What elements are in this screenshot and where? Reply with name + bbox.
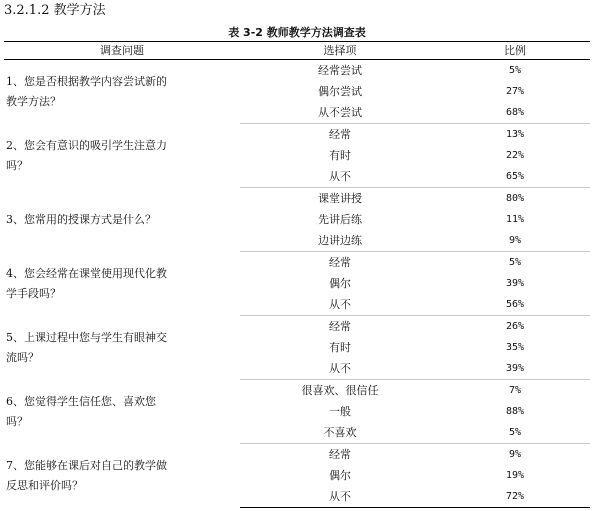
option-cell: 从不 [240,166,440,188]
option-cell: 经常 [329,128,351,141]
option-cell: 一般 [329,405,351,418]
table-row [4,444,590,466]
option-cell: 经常尝试 [318,64,362,77]
option-cell: 偶尔尝试 [318,85,362,98]
table-row [4,316,590,338]
table-row [4,380,590,402]
ratio-cell: 27% [505,86,525,97]
option-cell: 从不尝试 [240,102,440,124]
option-cell: 偶尔 [329,469,351,482]
table-row [4,60,590,82]
ratio-cell: 5% [440,422,590,444]
section-heading: 3.2.1.2 教学方法 [4,3,106,18]
ratio-cell: 35% [505,342,525,353]
question-cell: 4、您会经常在课堂使用现代化教学手段吗？ [6,266,167,300]
table-row [4,188,590,210]
table-row [4,252,590,274]
ratio-cell: 5% [508,65,522,76]
table-row [4,124,590,146]
ratio-cell: 88% [505,406,525,417]
table-caption: 表 3-2 教师教学方法调查表 [228,26,366,39]
option-cell: 很喜欢、很信任 [301,384,379,397]
ratio-cell: 9% [440,230,590,252]
option-cell: 有时 [329,149,351,162]
ratio-cell: 39% [505,278,525,289]
ratio-cell: 39% [440,358,590,380]
option-cell: 经常 [329,256,351,269]
option-cell: 偶尔 [329,277,351,290]
question-cell: 7、您能够在课后对自己的教学做反思和评价吗？ [6,458,167,492]
option-cell: 先讲后练 [318,213,362,226]
ratio-cell: 80% [505,193,525,204]
ratio-cell: 68% [440,102,590,124]
ratio-cell: 19% [505,470,525,481]
ratio-cell: 56% [440,294,590,316]
ratio-cell: 22% [505,150,525,161]
question-cell: 5、上课过程中您与学生有眼神交流吗？ [6,330,167,364]
table-body [4,60,590,508]
question-cell: 2、您会有意识的吸引学生注意力吗？ [6,138,167,172]
option-cell: 边讲边练 [240,230,440,252]
option-cell: 从不 [240,358,440,380]
ratio-cell: 7% [508,385,522,396]
ratio-cell: 65% [440,166,590,188]
option-cell: 从不 [240,294,440,316]
option-cell: 经常 [329,448,351,461]
ratio-cell: 11% [505,214,525,225]
option-cell: 经常 [329,320,351,333]
ratio-cell: 5% [508,257,522,268]
option-cell: 课堂讲授 [318,192,362,205]
option-cell: 有时 [329,341,351,354]
survey-table [4,41,590,508]
ratio-cell: 13% [505,129,525,140]
question-cell: 1、您是否根据教学内容尝试新的教学方法？ [6,74,167,108]
table-header-row [4,42,590,60]
question-cell: 6、您觉得学生信任您、喜欢您吗？ [6,394,156,428]
header-option: 选择项 [240,42,440,60]
question-cell: 3、您常用的授课方式是什么？ [6,212,156,226]
header-question: 调查问题 [4,42,240,60]
ratio-cell: 72% [440,486,590,508]
option-cell: 不喜欢 [240,422,440,444]
header-ratio: 比例 [440,42,590,60]
ratio-cell: 9% [508,449,522,460]
ratio-cell: 26% [505,321,525,332]
option-cell: 从不 [240,486,440,508]
